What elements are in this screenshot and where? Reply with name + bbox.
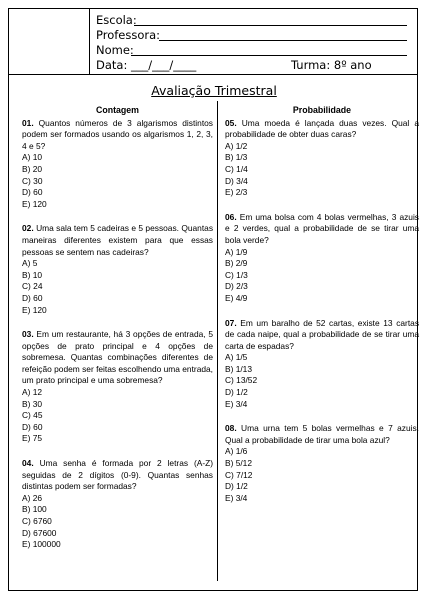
date-blank: ___/___/____ (131, 58, 197, 72)
probability-questions (225, 118, 419, 505)
answer-option: E) 4/9 (225, 292, 248, 303)
question-03 (22, 329, 213, 445)
answer-option: B) 100 (22, 504, 47, 515)
question-02 (22, 223, 213, 316)
answer-option: E) 3/4 (225, 492, 248, 503)
counting-column (22, 105, 213, 564)
teacher-label: Professora: (96, 28, 161, 42)
question-number: 02. (22, 223, 34, 234)
question-number: 05. (225, 117, 237, 128)
question-05 (225, 118, 419, 199)
exam-sheet (8, 8, 418, 591)
question-06 (225, 212, 419, 305)
name-line (131, 55, 407, 56)
question-statement: Uma moeda é lançada duas vezes. Qual a probabilidade de obter duas caras? (225, 117, 419, 140)
answer-option: E) 75 (22, 433, 43, 444)
answer-option: E) 2/3 (225, 187, 248, 198)
name-field (96, 43, 134, 57)
answer-option: B) 20 (22, 163, 43, 174)
school-label: Escola: (96, 13, 137, 27)
question-01 (22, 118, 213, 211)
question-statement: Em um restaurante, há 3 opções de entrada, 5 opções de prato principal e 4 opções de sobremesa. Quantas combinações diferentes de refeição podem ser feitas escolhendo uma entrada, um prato principal e uma sobremesa? (22, 329, 213, 386)
probability-column (225, 105, 419, 517)
question-statement: Uma urna tem 5 bolas vermelhas e 7 azuis. Qual a probabilidade de tirar uma bola azul? (225, 423, 420, 445)
answer-option: A) 26 (22, 492, 43, 503)
question-08 (225, 423, 419, 504)
school-line (134, 25, 407, 26)
answer-option: C) 6760 (22, 516, 52, 526)
exam-header (9, 9, 417, 75)
question-07 (225, 318, 419, 411)
answer-option: C) 45 (22, 410, 43, 421)
answer-option: A) 1/2 (225, 140, 248, 151)
answer-option: C) 13/52 (225, 375, 258, 386)
answer-option: B) 1/3 (225, 152, 248, 163)
answer-option: B) 5/12 (225, 458, 253, 469)
answer-option: C) 1/3 (225, 269, 248, 280)
answer-option: B) 30 (22, 398, 43, 409)
counting-questions (22, 118, 213, 551)
question-statement: Em uma bolsa com 4 bolas vermelhas, 3 azuis e 2 verdes, qual a probabilidade de se tirar uma bola verde? (225, 211, 419, 245)
question-number: 01. (22, 117, 34, 128)
answer-option: E) 3/4 (225, 398, 248, 409)
question-statement: Em um baralho de 52 cartas, existe 13 cartas de cada naipe, qual a probabilidade de se tirar uma carta de espadas? (225, 317, 420, 351)
question-text (225, 212, 419, 247)
teacher-field (96, 28, 160, 42)
date-field (96, 58, 196, 72)
answer-option: E) 100000 (22, 539, 61, 550)
answer-option: E) 120 (22, 304, 47, 315)
question-text (225, 423, 419, 446)
answer-option: B) 1/13 (225, 363, 253, 374)
column-divider (217, 101, 218, 581)
question-text (22, 458, 213, 493)
answer-option: C) 1/4 (225, 163, 248, 174)
question-statement: Uma sala tem 5 cadeiras e 5 pessoas. Quantas maneiras diferentes existem para que essas pessoas se sentem nas cadeiras? (22, 223, 214, 257)
answer-option: A) 12 (22, 387, 43, 398)
question-text (22, 118, 213, 153)
counting-heading: Contagem (95, 105, 139, 115)
answer-option: D) 2/3 (225, 281, 248, 292)
logo-placeholder (9, 9, 90, 74)
exam-title: Avaliação Trimestral (151, 83, 277, 98)
answer-option: A) 10 (22, 152, 43, 163)
answer-option: D) 1/2 (225, 481, 248, 492)
answer-option: D) 60 (22, 187, 43, 198)
question-number: 03. (22, 329, 34, 340)
answer-option: D) 3/4 (225, 175, 248, 186)
question-number: 08. (225, 423, 237, 434)
answer-option: C) 30 (22, 175, 43, 186)
answer-option: C) 24 (22, 281, 43, 292)
answer-option: A) 1/9 (225, 246, 248, 257)
answer-option: D) 67600 (22, 527, 57, 538)
answer-option: B) 2/9 (225, 258, 248, 269)
answer-option: A) 1/5 (225, 352, 248, 363)
answer-option: B) 10 (22, 269, 43, 280)
answer-option: E) 120 (22, 198, 47, 209)
question-number: 06. (225, 211, 237, 222)
school-field (96, 13, 137, 27)
answer-option: D) 1/2 (225, 387, 248, 398)
date-label: Data: (96, 58, 128, 72)
answer-option: C) 7/12 (225, 469, 253, 480)
answer-option: A) 1/6 (225, 446, 248, 457)
question-04 (22, 458, 213, 551)
probability-heading: Probabilidade (292, 105, 352, 115)
answer-option: D) 60 (22, 292, 43, 303)
question-text (225, 118, 419, 141)
class-label: Turma: 8º ano (291, 58, 372, 72)
teacher-line (159, 40, 407, 41)
answer-option: D) 60 (22, 421, 43, 432)
question-text (22, 329, 213, 387)
name-label: Nome: (96, 43, 134, 57)
question-text (22, 223, 213, 258)
question-number: 07. (225, 317, 237, 328)
answer-option: A) 5 (22, 258, 38, 269)
question-statement: Quantos números de 3 algarismos distintos podem ser formados usando os algarismos 1, 2, 3, 4 e 5? (22, 117, 213, 151)
question-statement: Uma senha é formada por 2 letras (A-Z) seguidas de 2 dígitos (0-9). Quantas senhas distintas podem ser formadas? (22, 458, 214, 492)
class-field (291, 58, 372, 72)
question-number: 04. (22, 458, 34, 469)
question-text (225, 318, 419, 353)
